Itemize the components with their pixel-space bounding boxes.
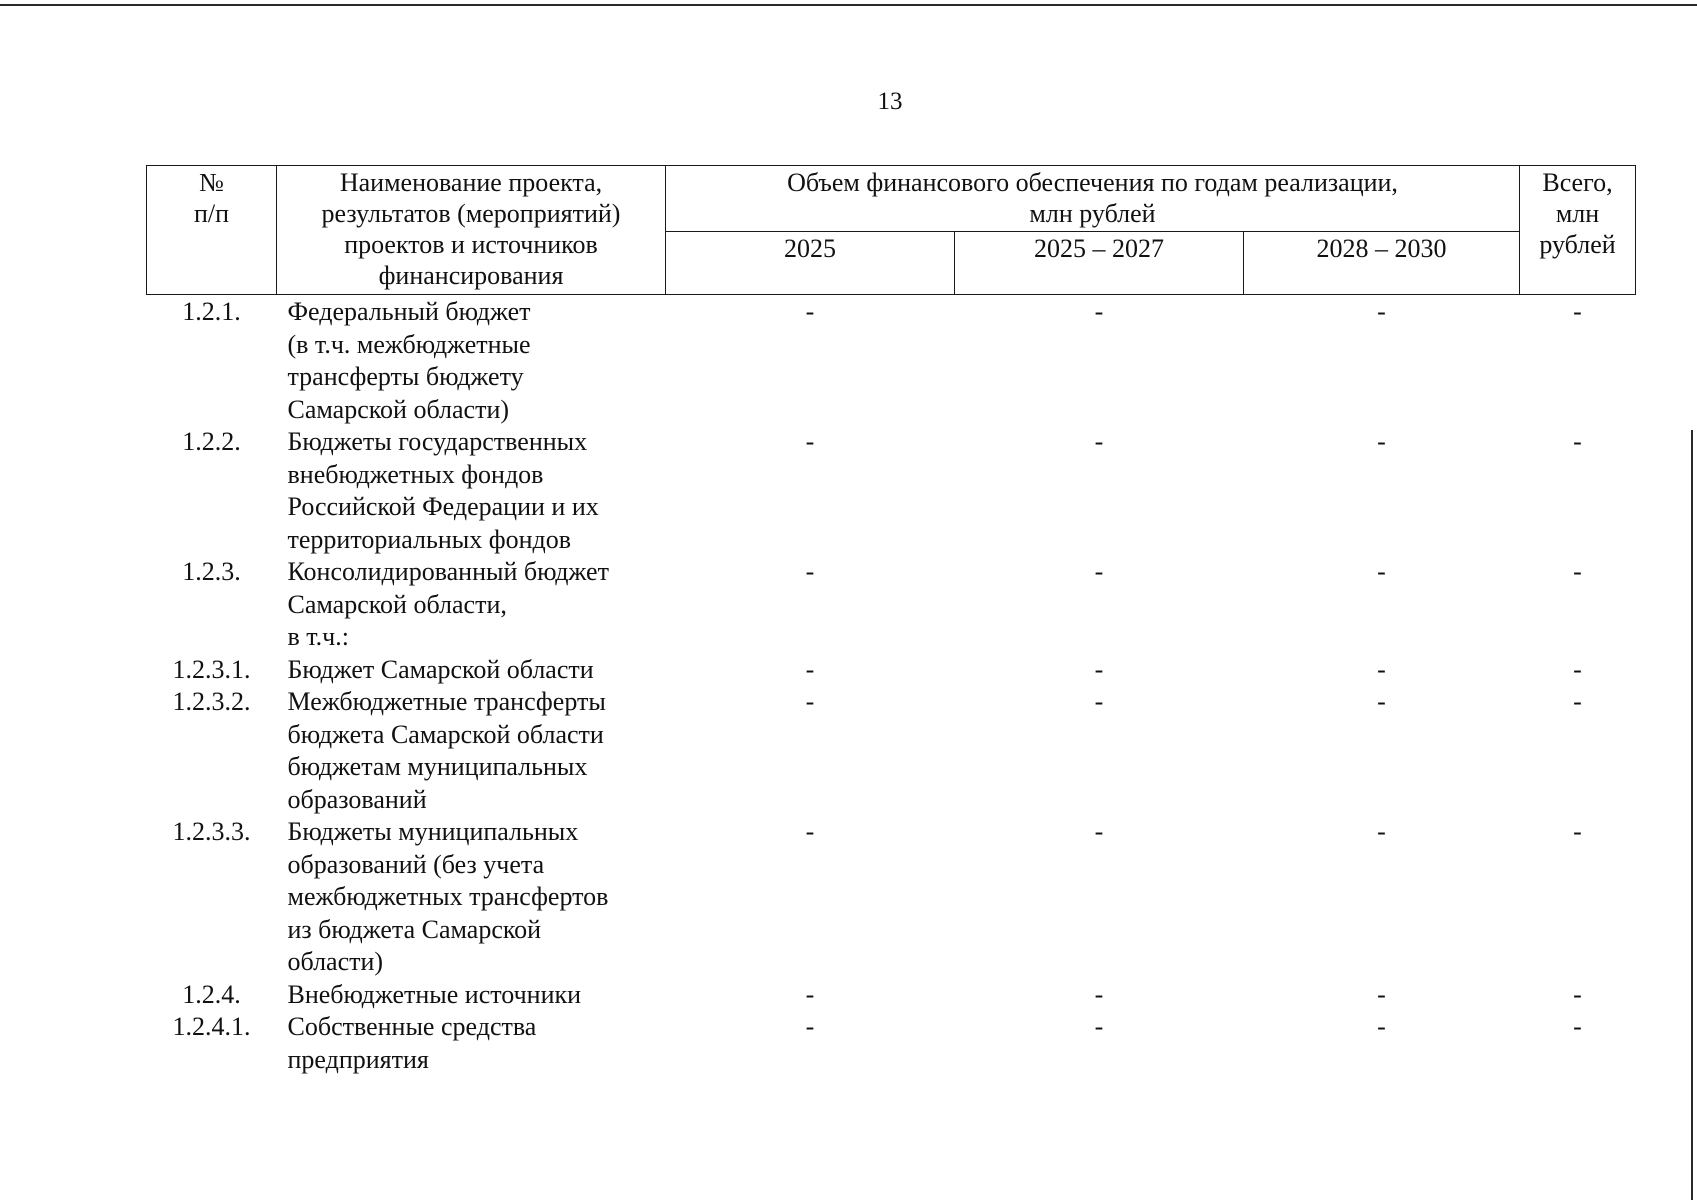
- row-number: 1.2.3.3.: [172, 817, 251, 846]
- header-volume: Объем финансового обеспечения по годам реализации, млн рублей: [666, 166, 1520, 232]
- value-2028-2030: -: [1377, 817, 1386, 846]
- value-2025: -: [805, 1012, 815, 1041]
- row-name: Консолидированный бюджет Самарской области, в т.ч.:: [287, 557, 609, 651]
- row-name: Бюджеты муниципальных образований (без учета межбюджетных трансфертов из бюджета Самарской области): [287, 817, 609, 976]
- value-2025: -: [805, 817, 815, 846]
- header-year-2028-2030: 2028 – 2030: [1244, 232, 1520, 295]
- value-2028-2030: -: [1377, 427, 1386, 456]
- value-2025-2027: -: [1094, 687, 1104, 716]
- value-total: -: [1573, 817, 1582, 846]
- table-header: [147, 166, 1636, 295]
- table-row: [147, 654, 1636, 687]
- value-2028-2030: -: [1377, 979, 1386, 1009]
- row-number: 1.2.4.1.: [172, 1012, 251, 1041]
- row-name: Бюджет Самарской области: [287, 654, 594, 684]
- table-body: [147, 295, 1636, 1077]
- table-row: [147, 979, 1636, 1012]
- value-total: -: [1573, 297, 1582, 326]
- value-2025: -: [805, 979, 815, 1009]
- value-2025: -: [805, 557, 815, 586]
- row-name: Внебюджетные источники: [287, 979, 582, 1009]
- right-border-line: [1691, 430, 1693, 1200]
- value-2025-2027: -: [1094, 557, 1104, 586]
- row-number: 1.2.2.: [182, 427, 241, 456]
- page-number: 13: [877, 88, 903, 115]
- value-2025-2027: -: [1094, 427, 1104, 456]
- header-year-2025: 2025: [666, 232, 955, 295]
- row-number: 1.2.4.: [182, 979, 241, 1009]
- value-total: -: [1573, 557, 1582, 586]
- row-name: Федеральный бюджет (в т.ч. межбюджетные трансферты бюджету Самарской области): [287, 297, 531, 424]
- value-2028-2030: -: [1377, 297, 1386, 326]
- table-row: [147, 816, 1636, 979]
- table-row: [147, 686, 1636, 816]
- row-number: 1.2.3.1.: [172, 654, 251, 684]
- table-row: [147, 426, 1636, 556]
- value-total: -: [1573, 427, 1582, 456]
- top-border-line: [0, 4, 1697, 6]
- financing-table: [146, 165, 1636, 1076]
- value-2028-2030: -: [1377, 557, 1386, 586]
- row-name: Межбюджетные трансферты бюджета Самарской области бюджетам муниципальных образований: [287, 687, 606, 814]
- value-total: -: [1573, 1012, 1582, 1041]
- value-2025-2027: -: [1094, 654, 1104, 684]
- value-2025-2027: -: [1094, 979, 1104, 1009]
- value-2025: -: [805, 297, 815, 326]
- row-name: Бюджеты государственных внебюджетных фондов Российской Федерации и их территориальных фондов: [287, 427, 599, 554]
- value-2025: -: [805, 687, 815, 716]
- value-2028-2030: -: [1377, 654, 1386, 684]
- value-2025: -: [805, 427, 815, 456]
- row-number: 1.2.1.: [182, 297, 241, 326]
- value-2025-2027: -: [1094, 297, 1104, 326]
- row-number: 1.2.3.: [182, 557, 241, 586]
- value-total: -: [1573, 979, 1582, 1009]
- value-2028-2030: -: [1377, 687, 1386, 716]
- header-num: № п/п: [147, 166, 277, 295]
- table-row: [147, 295, 1636, 427]
- row-name: Собственные средства предприятия: [287, 1012, 537, 1074]
- value-total: -: [1573, 654, 1582, 684]
- header-total: Всего, млн рублей: [1520, 166, 1636, 295]
- value-total: -: [1573, 687, 1582, 716]
- header-name: Наименование проекта, результатов (мероприятий) проектов и источников финансирования: [277, 166, 666, 295]
- row-number: 1.2.3.2.: [172, 687, 251, 716]
- value-2028-2030: -: [1377, 1012, 1386, 1041]
- table-row: [147, 556, 1636, 654]
- header-year-2025-2027: 2025 – 2027: [955, 232, 1244, 295]
- value-2025: -: [805, 654, 815, 684]
- value-2025-2027: -: [1094, 817, 1104, 846]
- table-row: [147, 1011, 1636, 1076]
- value-2025-2027: -: [1094, 1012, 1104, 1041]
